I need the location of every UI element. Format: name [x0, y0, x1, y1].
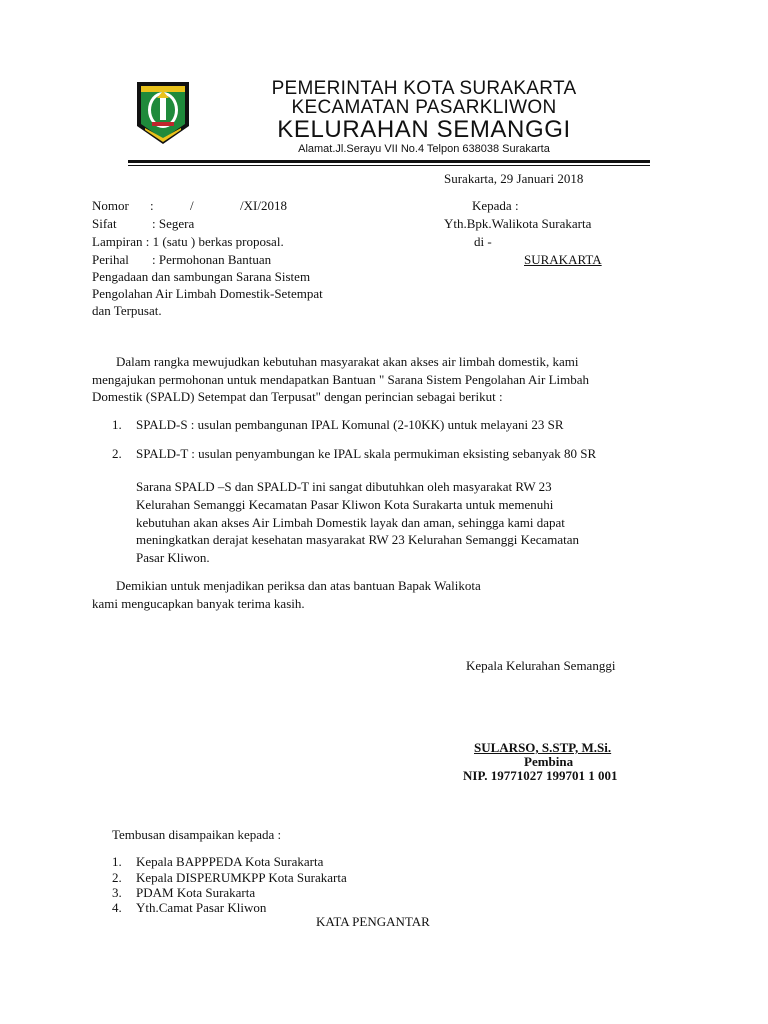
signature-rank: Pembina: [524, 754, 574, 769]
cc-heading: Tembusan disampaikan kepada :: [112, 827, 282, 842]
cc-item: Yth.Camat Pasar Kliwon: [136, 900, 267, 915]
cc-number: 3.: [112, 885, 122, 900]
detail-line-3: kebutuhan akan akses Air Limbah Domestik layak dan aman, sehingga kami dapat: [136, 515, 565, 530]
letter-date: Surakarta, 29 Januari 2018: [444, 171, 584, 186]
letterhead-district: KECAMATAN PASARKLIWON: [291, 97, 557, 118]
cc-number: 1.: [112, 854, 122, 869]
letterhead-village: KELURAHAN SEMANGGI: [277, 116, 571, 143]
nomor-slash: /: [190, 198, 194, 213]
nomor-value: /XI/2018: [240, 198, 287, 213]
closing-line-2: kami mengucapkan banyak terima kasih.: [92, 596, 305, 611]
nomor-label: Nomor: [92, 198, 129, 213]
cc-item: PDAM Kota Surakarta: [136, 885, 256, 900]
recipient-di: di -: [474, 234, 492, 249]
letterhead-address: Alamat.Jl.Serayu VII No.4 Telpon 638038 Surakarta: [298, 143, 550, 155]
detail-line-1: Sarana SPALD –S dan SPALD-T ini sangat dibutuhkan oleh masyarakat RW 23: [136, 479, 552, 494]
item-number: 2.: [112, 446, 122, 461]
signature-nip: NIP. 19771027 199701 1 001: [463, 768, 618, 783]
recipient-yth: Yth.Bpk.Walikota Surakarta: [444, 216, 592, 231]
closing-line-1: Demikian untuk menjadikan periksa dan atas bantuan Bapak Walikota: [116, 578, 481, 593]
perihal-label: Perihal: [92, 252, 129, 267]
detail-line-4: meningkatkan derajat kesehatan masyarakat RW 23 Kelurahan Semanggi Kecamatan: [136, 532, 580, 547]
intro-line-1: Dalam rangka mewujudkan kebutuhan masyarakat akan akses air limbah domestik, kami: [116, 354, 579, 369]
item-spald-t: SPALD-T : usulan penyambungan ke IPAL skala permukiman eksisting sebanyak 80 SR: [136, 446, 597, 461]
lampiran-line: Lampiran : 1 (satu ) berkas proposal.: [92, 234, 284, 249]
detail-line-5: Pasar Kliwon.: [136, 550, 210, 565]
letterhead-divider-thick: [128, 160, 650, 163]
sifat-value: : Segera: [152, 216, 195, 231]
perihal-line-3: Pengolahan Air Limbah Domestik-Setempat: [92, 286, 323, 301]
kata-pengantar-heading: KATA PENGANTAR: [316, 914, 430, 929]
perihal-line-4: dan Terpusat.: [92, 303, 162, 318]
sifat-label: Sifat: [92, 216, 117, 231]
signature-title: Kepala Kelurahan Semanggi: [466, 658, 616, 673]
cc-number: 2.: [112, 870, 122, 885]
cc-number: 4.: [112, 900, 122, 915]
detail-line-2: Kelurahan Semanggi Kecamatan Pasar Kliwon Kota Surakarta untuk memenuhi: [136, 497, 554, 512]
recipient-kepada: Kepada :: [472, 198, 519, 213]
nomor-separator: :: [150, 198, 154, 213]
intro-line-2: mengajukan permohonan untuk mendapatkan Bantuan " Sarana Sistem Pengolahan Air Limbah: [92, 372, 590, 387]
letterhead-divider-thin: [128, 165, 650, 166]
intro-line-3: Domestik (SPALD) Setempat dan Terpusat" dengan perincian sebagai berikut :: [92, 389, 503, 404]
letterhead-government: PEMERINTAH KOTA SURAKARTA: [271, 78, 577, 99]
item-number: 1.: [112, 417, 122, 432]
perihal-line-2: Pengadaan dan sambungan Sarana Sistem: [92, 269, 311, 284]
cc-item: Kepala DISPERUMKPP Kota Surakarta: [136, 870, 347, 885]
recipient-city: SURAKARTA: [524, 252, 602, 267]
item-spald-s: SPALD-S : usulan pembangunan IPAL Komunal (2-10KK) untuk melayani 23 SR: [136, 417, 564, 432]
cc-item: Kepala BAPPPEDA Kota Surakarta: [136, 854, 324, 869]
perihal-value: : Permohonan Bantuan: [152, 252, 272, 267]
surakarta-crest-logo: [133, 78, 193, 148]
signature-name: SULARSO, S.STP, M.Si.: [474, 740, 612, 755]
